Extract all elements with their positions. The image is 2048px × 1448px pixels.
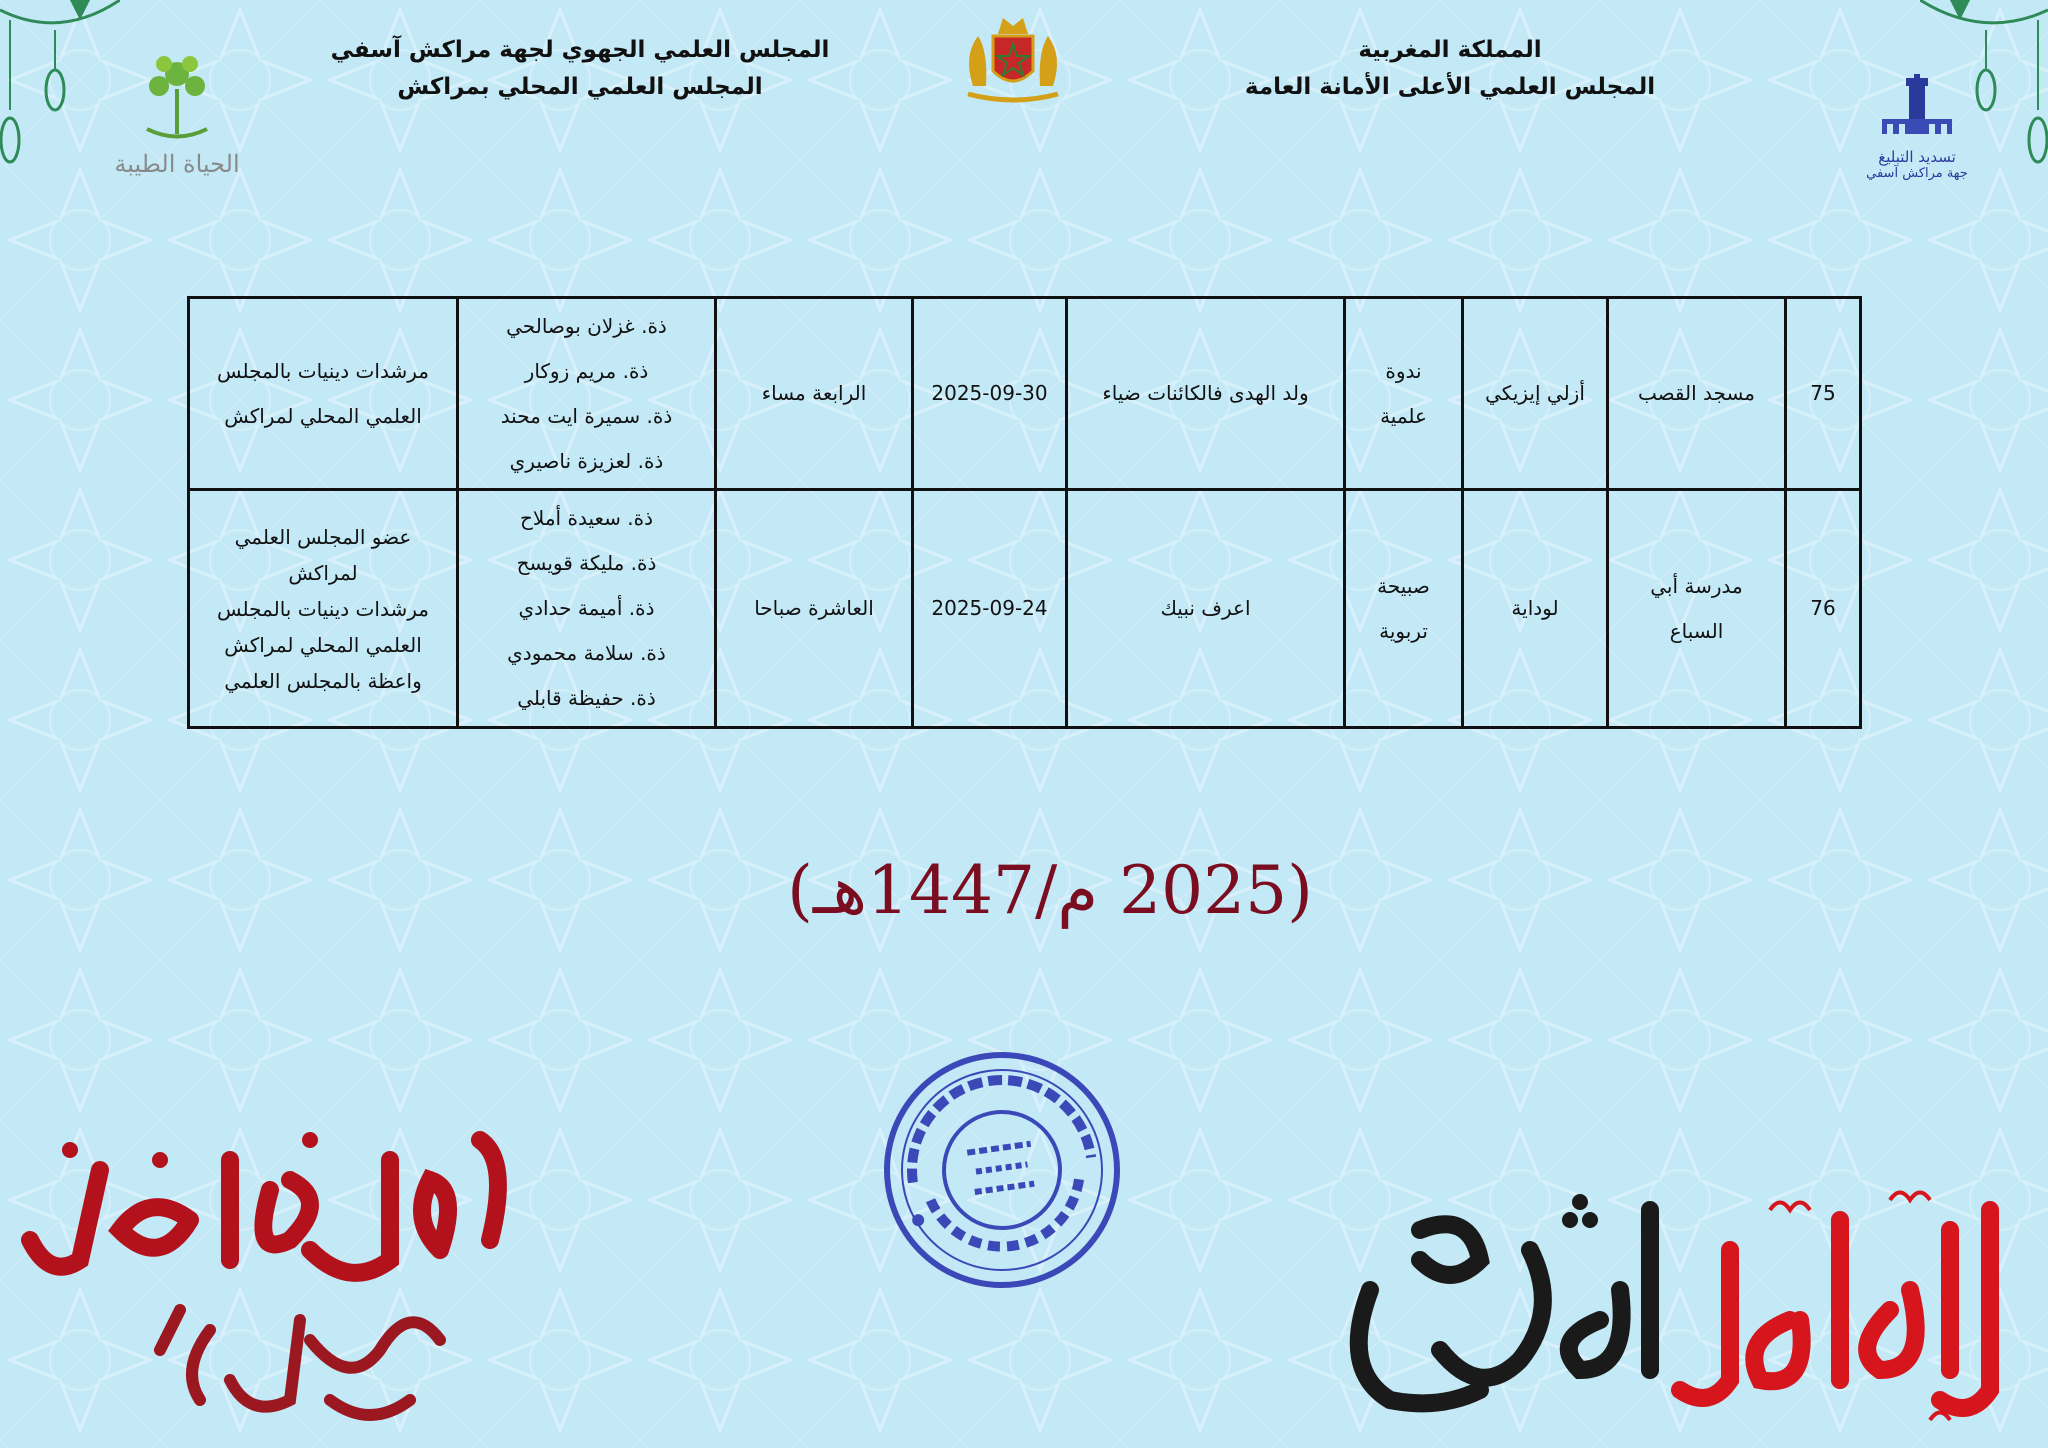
topic-cell: ولد الهدى فالكائنات ضياء <box>1067 298 1345 490</box>
moroccan-emblem-icon <box>958 6 1068 106</box>
time-cell: العاشرة صباحا <box>716 490 913 728</box>
header-kingdom: المملكة المغربية <box>1358 37 1542 63</box>
tasdid-tabligh-text: تسديد التبليغ <box>1878 148 1956 166</box>
topic-cell: اعرف نبيك <box>1067 490 1345 728</box>
header-high-council: المجلس العلمي الأعلى الأمانة العامة <box>1244 74 1656 100</box>
tasdid-region-text: جهة مراكش آسفي <box>1866 166 1968 181</box>
row-number: 76 <box>1786 490 1861 728</box>
minaret-icon <box>1862 74 1972 144</box>
activity-type-cell: صبيحة تربوية <box>1345 490 1463 728</box>
date-cell: 2025-09-30 <box>913 298 1067 490</box>
table-row <box>189 298 1861 490</box>
speakers-cell: ذة. غزلان بوصالحي ذة. مريم زوكار ذة. سميرة ايت محند ذة. لعزيزة ناصيري <box>458 298 716 490</box>
row-number: 75 <box>1786 298 1861 490</box>
header-right <box>1200 32 1700 106</box>
hayat-tayyiba-logo <box>112 44 242 184</box>
hayat-tayyiba-text: الحياة الطيبة <box>114 150 240 178</box>
role-cell: عضو المجلس العلمي لمراكش مرشدات دينيات بالمجلس العلمي المحلي لمراكش واعظة بالمجلس العلمي <box>189 490 458 728</box>
header-left <box>320 32 840 106</box>
role-cell: مرشدات دينيات بالمجلس العلمي المحلي لمراكش <box>189 298 458 490</box>
lantern-left-icon <box>0 0 120 170</box>
header-local-council: المجلس العلمي المحلي بمراكش <box>397 74 763 100</box>
mawlid-khair-albariya-calligraphy-icon <box>10 1100 530 1440</box>
activity-type-cell: ندوة علمية <box>1345 298 1463 490</box>
table-row <box>189 490 1861 728</box>
year-line: (2025 م/1447هـ) <box>787 852 1313 929</box>
district-cell: أزلي إيزيكي <box>1463 298 1608 490</box>
official-stamp-icon <box>872 1040 1132 1300</box>
program-table <box>187 296 1862 729</box>
time-cell: الرابعة مساء <box>716 298 913 490</box>
tasdid-tabligh-logo <box>1862 74 1972 184</box>
date-cell: 2025-09-24 <box>913 490 1067 728</box>
district-cell: لوداية <box>1463 490 1608 728</box>
speakers-cell: ذة. سعيدة أملاح ذة. مليكة قويسح ذة. أميمة حدادي ذة. سلامة محمودي ذة. حفيظة قابلي <box>458 490 716 728</box>
tree-icon <box>112 44 242 144</box>
venue-cell: مسجد القصب <box>1608 298 1786 490</box>
almawlid-annabawi-calligraphy-icon <box>1330 1170 2030 1440</box>
header-regional-council: المجلس العلمي الجهوي لجهة مراكش آسفي <box>330 37 830 63</box>
venue-cell: مدرسة أبي السباع <box>1608 490 1786 728</box>
